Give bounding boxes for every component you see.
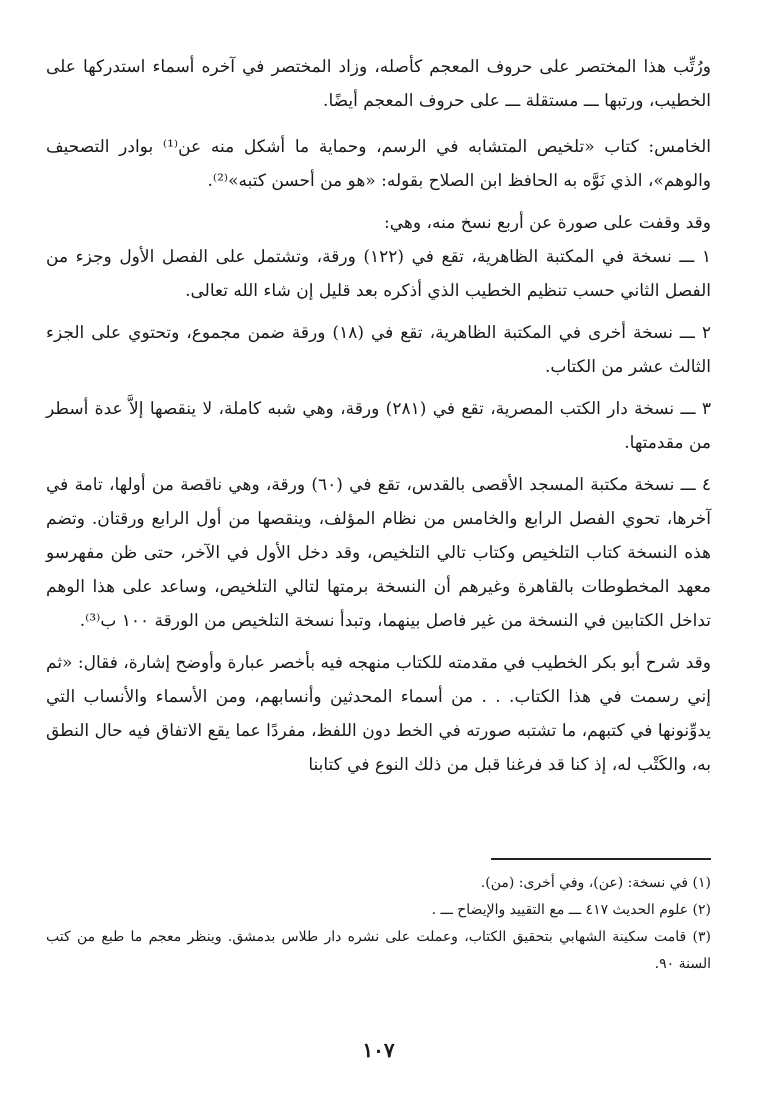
paragraph-copy-4: ٤ ـــ نسخة مكتبة المسجد الأقصى بالقدس، تقع في (٦٠) ورقة، وهي ناقصة من أولها، تامة في آخرها، تحوي الفصل الرابع والخامس من نظام المؤلف، وينقصها من أول الرابع ورقتان. وتضم هذه النسخة كتاب التلخيص وكتاب تالي التلخيص، وقد دخل الأول في الآخر، حتى ظن مفهرسو معهد المخطوطات بالقاهرة وغيرهم أن النسخة برمتها لتالي التلخيص، وساعد على هذا الوهم تداخل الكتابين في النسخة من غير فاصل بينهما، وتبدأ نسخة التلخيص من الورقة ١٠٠ ب⁽³⁾. [46, 475, 711, 631]
paragraph-copy-1: ١ ـــ نسخة في المكتبة الظاهرية، تقع في (١٢٢) ورقة، وتشتمل على الفصل الأول وجزء من الفصل الثاني حسب تنظيم الخطيب الذي أذكره بعد قليل إن شاء الله تعالى. [46, 247, 711, 301]
paragraph-copy-2: ٢ ـــ نسخة أخرى في المكتبة الظاهرية، تقع في (١٨) ورقة ضمن مجموع، وتحتوي على الجزء الثالث عشر من الكتاب. [46, 323, 711, 377]
paragraph-fifth-book: الخامس: كتاب «تلخيص المتشابه في الرسم، وحماية ما أشكل منه عن⁽¹⁾ بوادر التصحيف والوهم»، الذي نَوَّه به الحافظ ابن الصلاح بقوله: «هو من أحسن كتبه»⁽²⁾. [46, 137, 711, 191]
footnote-3: (٣) قامت سكينة الشهابي بتحقيق الكتاب، وعملت على نشره دار طلاس بدمشق. وينظر معجم ما طبع من كتب السنة ٩٠. [46, 929, 711, 972]
footnote-2: (٢) علوم الحديث ٤١٧ ـــ مع التقييد والإيضاح ـــ . [431, 902, 711, 918]
document-page [46, 50, 711, 1070]
paragraph-copies-intro: وقد وقفت على صورة عن أربع نسخ منه، وهي: [384, 213, 711, 233]
paragraph-intro: ورُتِّب هذا المختصر على حروف المعجم كأصله، وزاد المختصر في آخره أسماء استدركها على الخطيب، ورتبها ـــ مستقلة ـــ على حروف المعجم أيضًا. [46, 57, 711, 111]
paragraph-methodology: وقد شرح أبو بكر الخطيب في مقدمته للكتاب منهجه فيه بأخصر عبارة وأوضح إشارة، فقال: «ثم إني رسمت في هذا الكتاب. . . من أسماء المحدثين وأنسابهم، ومن الأسماء والأنساب التي يدوِّنونها في كتبهم، ما تشتبه صورته في الخط دون اللفظ، مفردًا عما يقع الاتفاق فيه حال النطق به، والكَتْب له، إذ كنا قد فرغنا قبل من ذلك النوع في كتابنا [46, 653, 711, 775]
footnote-1: (١) في نسخة: (عن)، وفي أخرى: (من). [480, 875, 711, 891]
page-number: ١٠٧ [362, 1038, 395, 1062]
paragraph-copy-3: ٣ ـــ نسخة دار الكتب المصرية، تقع في (٢٨١) ورقة، وهي شبه كاملة، لا ينقصها إلاَّ عدة أسطر من مقدمتها. [46, 399, 711, 453]
footnote-divider [491, 858, 711, 860]
footnotes [46, 858, 711, 978]
